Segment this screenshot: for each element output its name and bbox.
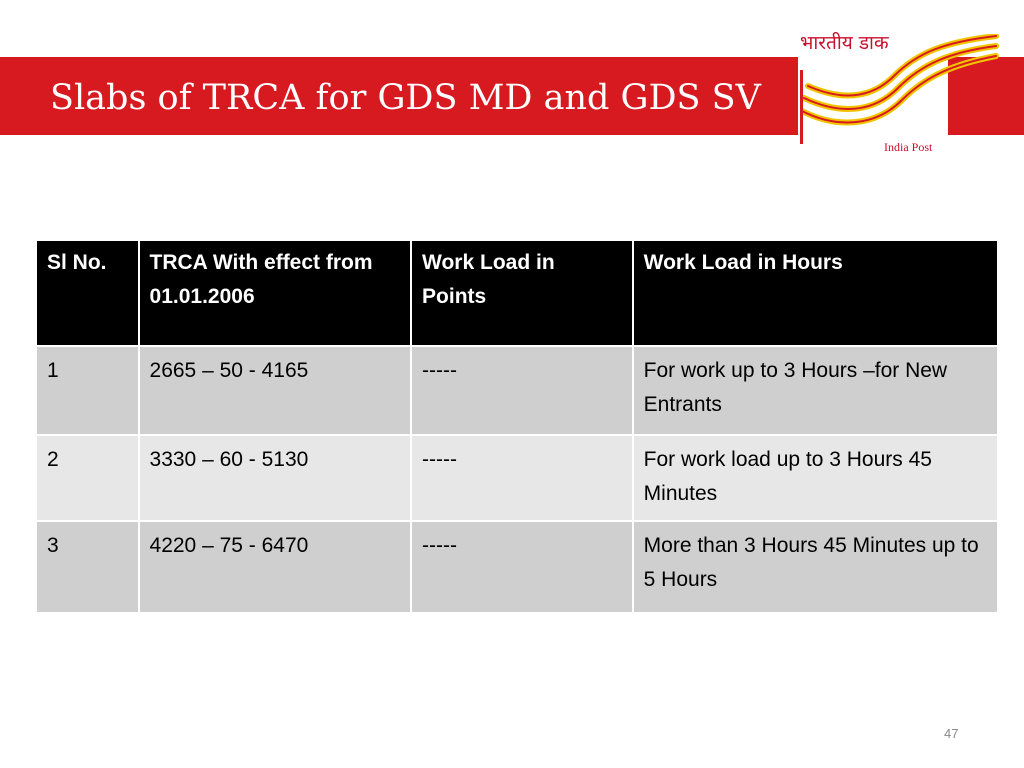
table-header-row	[36, 240, 998, 346]
cell-trca: 4220 – 75 - 6470	[139, 521, 412, 613]
logo-english-text: India Post	[884, 140, 933, 154]
cell-workload-points: -----	[411, 346, 633, 435]
header-workload-hours: Work Load in Hours	[633, 240, 998, 346]
cell-workload-hours: For work load up to 3 Hours 45 Minutes	[633, 435, 998, 521]
cell-workload-hours: More than 3 Hours 45 Minutes up to 5 Hours	[633, 521, 998, 613]
table-row	[36, 346, 998, 435]
india-post-logo-icon	[800, 34, 1000, 144]
cell-sl-no: 2	[36, 435, 139, 521]
cell-workload-points: -----	[411, 521, 633, 613]
header-trca: TRCA With effect from 01.01.2006	[139, 240, 412, 346]
header-sl-no: Sl No.	[36, 240, 139, 346]
trca-slab-table	[35, 239, 999, 614]
slide-title: Slabs of TRCA for GDS MD and GDS SV	[50, 78, 761, 118]
cell-sl-no: 3	[36, 521, 139, 613]
header-workload-points: Work Load in Points	[411, 240, 633, 346]
cell-workload-hours: For work up to 3 Hours –for New Entrants	[633, 346, 998, 435]
table-row	[36, 435, 998, 521]
cell-sl-no: 1	[36, 346, 139, 435]
cell-workload-points: -----	[411, 435, 633, 521]
page-number: 47	[944, 726, 959, 741]
cell-trca: 2665 – 50 - 4165	[139, 346, 412, 435]
table-row	[36, 521, 998, 613]
logo-hindi-text: भारतीय डाक	[800, 32, 889, 54]
cell-trca: 3330 – 60 - 5130	[139, 435, 412, 521]
